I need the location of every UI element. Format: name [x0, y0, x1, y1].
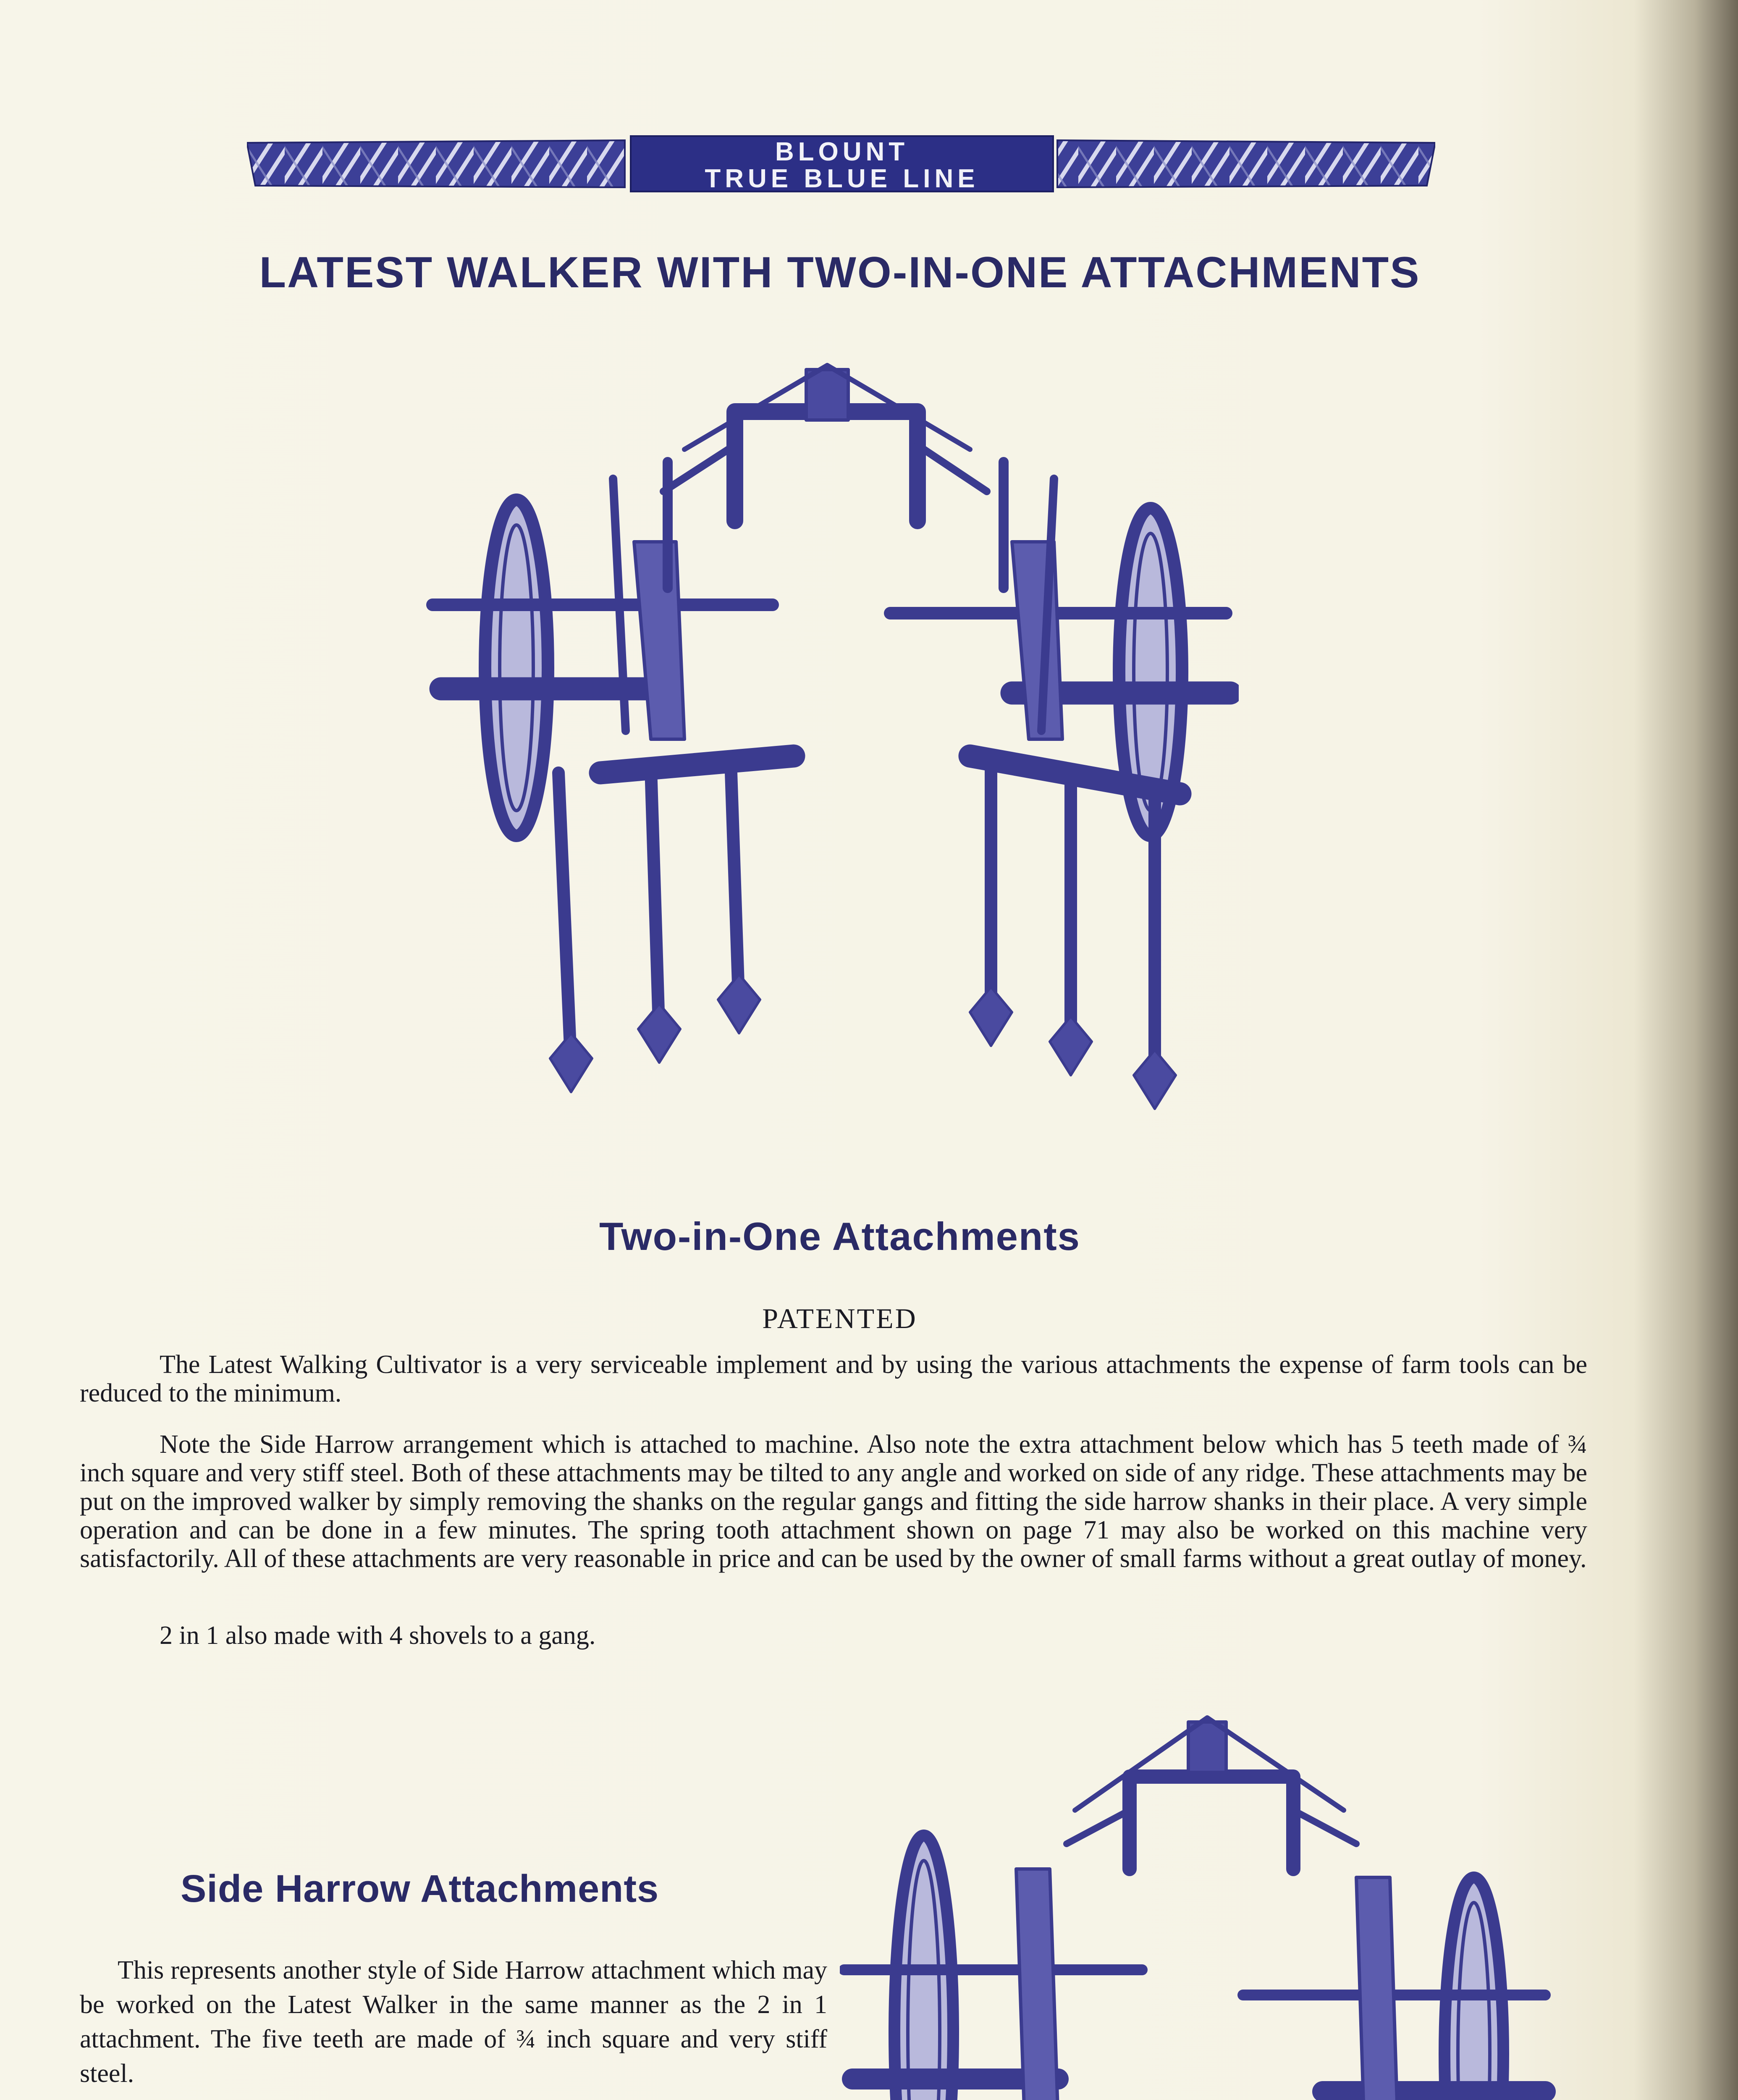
brand-banner-label [630, 135, 1054, 192]
intro-paragraph: The Latest Walking Cultivator is a very serviceable implement and by using the various attachments the expense of farm tools can be reduced to the minimum. [80, 1350, 1587, 1407]
patent-note: PATENTED [762, 1302, 917, 1334]
figure-caption: Two-in-One Attachments [599, 1214, 1080, 1258]
brand-line: TRUE BLUE LINE [705, 164, 979, 193]
two-in-one-cultivator-illustration [416, 353, 1239, 1176]
page-title: LATEST WALKER WITH TWO-IN-ONE ATTACHMENTS [259, 248, 1421, 297]
side-harrow-note-paragraph: Note the Side Harrow arrangement which is attached to machine. Also note the extra attachment below which has 5 teeth made of ¾ inch square and very stiff steel. Both of these attachments may be tilted to any angle and worked on side of any ridge. These attachments may be put on the improved walker by simply removing the shanks on the regular gangs and fitting the side harrow shanks in their place. A very simple operation and can be done in a few minutes. The spring tooth attachment shown on page 71 may also be worked on this machine very satisfactorily. All of these attachments are very reasonable in price and can be used by the owner of small farms without a great outlay of money. [80, 1430, 1587, 1573]
side-harrow-cultivator-illustration [840, 1701, 1575, 2100]
section-heading: Side Harrow Attachments [181, 1867, 659, 1910]
brand-name: BLOUNT [775, 137, 909, 166]
side-harrow-paragraph: This represents another style of Side Harrow attachment which may be worked on the Latest Walker in the same manner as the 2 in 1 attachment. The five teeth are made of ¾ inch square and very stiff steel. [80, 1956, 827, 2088]
shovel-note: 2 in 1 also made with 4 shovels to a gang. [160, 1621, 596, 1650]
